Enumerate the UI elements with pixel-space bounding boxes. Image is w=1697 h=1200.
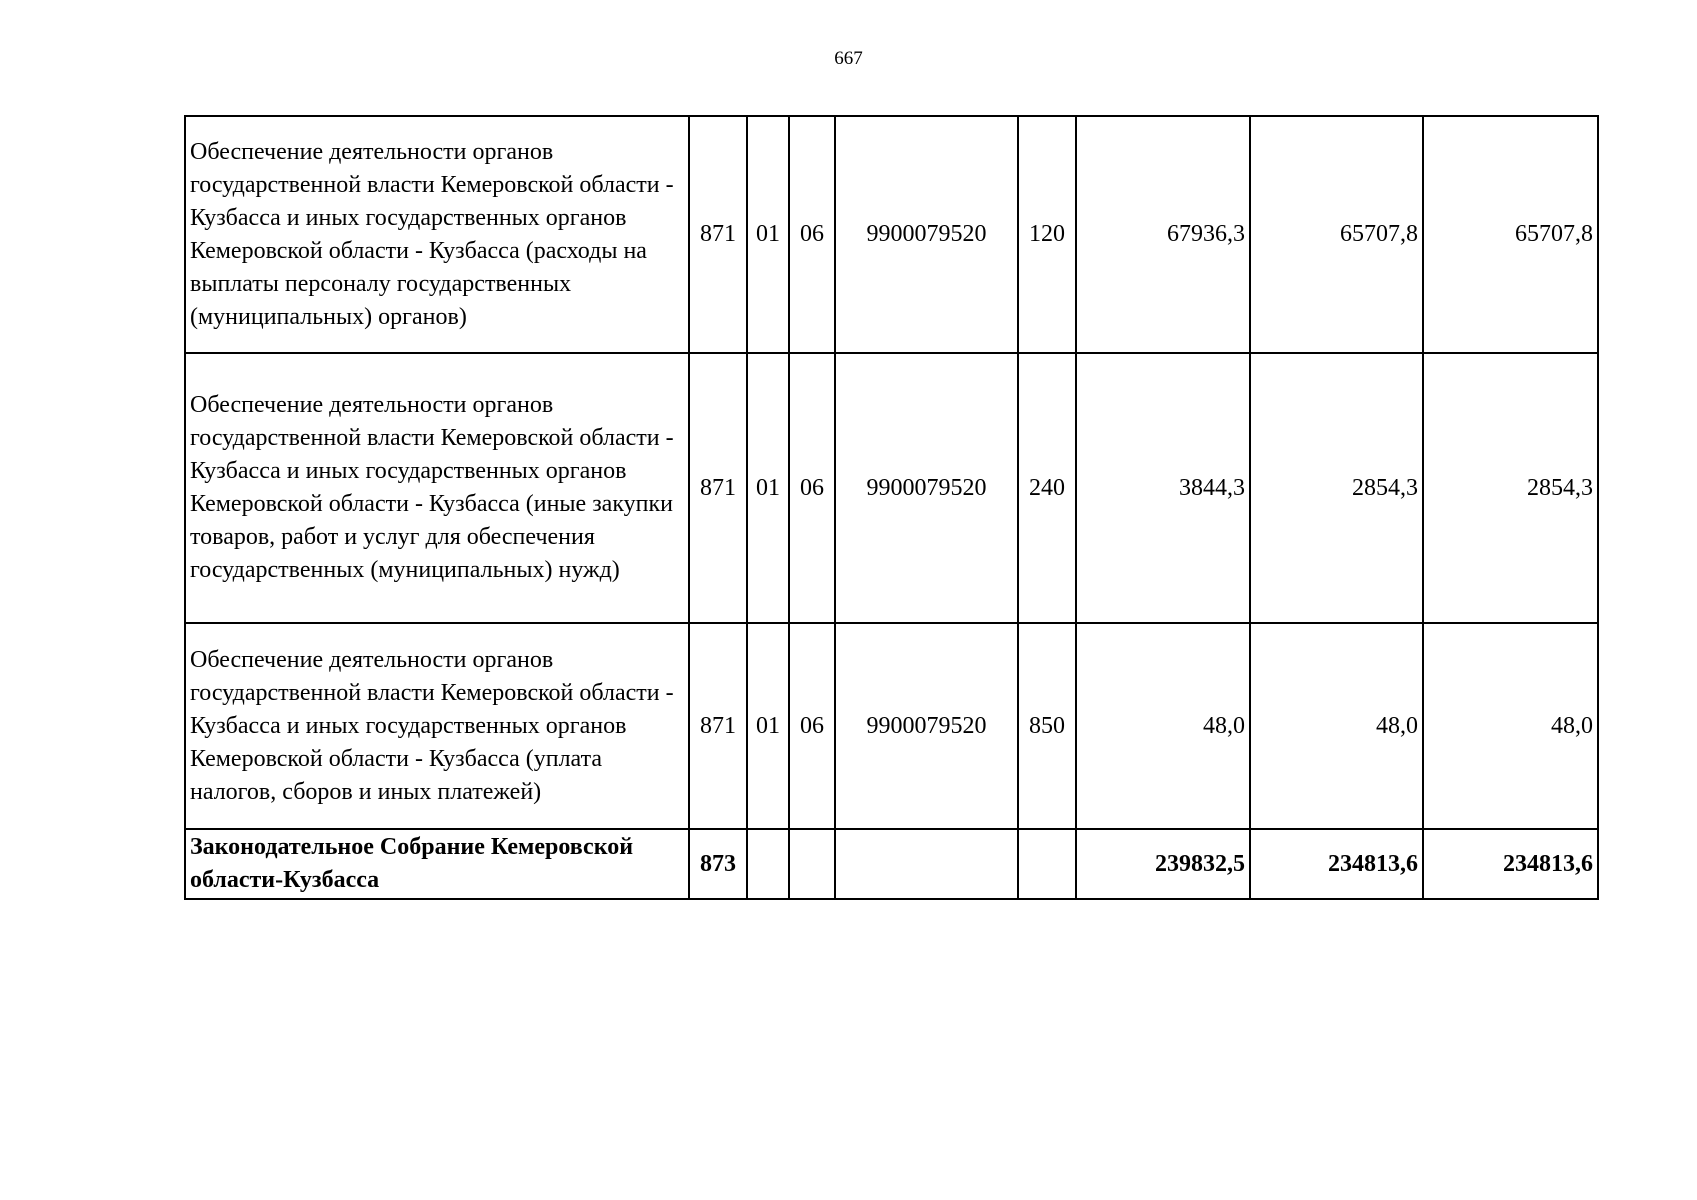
- amount-year-3: 48,0: [1423, 623, 1598, 829]
- target-article-code: 9900079520: [835, 116, 1018, 353]
- expense-type-code: [1018, 829, 1076, 899]
- section-code: 01: [747, 623, 789, 829]
- amount-year-2: 234813,6: [1250, 829, 1423, 899]
- amount-year-2: 65707,8: [1250, 116, 1423, 353]
- ministry-code: 871: [689, 623, 747, 829]
- amount-year-3: 2854,3: [1423, 353, 1598, 623]
- row-description: Обеспечение деятельности органов государственной власти Кемеровской области - Кузбасса и иных государственных органов Кемеровской области - Кузбасса (уплата налогов, сборов и иных платежей): [185, 623, 689, 829]
- section-code: 01: [747, 116, 789, 353]
- amount-year-1: 48,0: [1076, 623, 1250, 829]
- target-article-code: 9900079520: [835, 623, 1018, 829]
- subsection-code: 06: [789, 116, 835, 353]
- section-code: [747, 829, 789, 899]
- target-article-code: 9900079520: [835, 353, 1018, 623]
- ministry-code: 871: [689, 116, 747, 353]
- table-row-total: [185, 829, 1598, 899]
- target-article-code: [835, 829, 1018, 899]
- amount-year-1: 3844,3: [1076, 353, 1250, 623]
- section-code: 01: [747, 353, 789, 623]
- amount-year-2: 2854,3: [1250, 353, 1423, 623]
- subsection-code: [789, 829, 835, 899]
- amount-year-3: 65707,8: [1423, 116, 1598, 353]
- table-row: [185, 116, 1598, 353]
- subsection-code: 06: [789, 353, 835, 623]
- expense-type-code: 850: [1018, 623, 1076, 829]
- ministry-code: 871: [689, 353, 747, 623]
- row-description: Обеспечение деятельности органов государственной власти Кемеровской области - Кузбасса и иных государственных органов Кемеровской области - Кузбасса (иные закупки товаров, работ и услуг для обеспечения государственных (муниципальных) нужд): [185, 353, 689, 623]
- amount-year-1: 239832,5: [1076, 829, 1250, 899]
- row-description: Законодательное Собрание Кемеровской области-Кузбасса: [185, 829, 689, 899]
- row-description: Обеспечение деятельности органов государственной власти Кемеровской области - Кузбасса и иных государственных органов Кемеровской области - Кузбасса (расходы на выплаты персоналу государственных (муниципальных) органов): [185, 116, 689, 353]
- table-row: [185, 623, 1598, 829]
- ministry-code: 873: [689, 829, 747, 899]
- amount-year-1: 67936,3: [1076, 116, 1250, 353]
- subsection-code: 06: [789, 623, 835, 829]
- expense-type-code: 120: [1018, 116, 1076, 353]
- amount-year-2: 48,0: [1250, 623, 1423, 829]
- expense-type-code: 240: [1018, 353, 1076, 623]
- amount-year-3: 234813,6: [1423, 829, 1598, 899]
- budget-table: [184, 115, 1599, 900]
- page-number: 667: [834, 48, 863, 69]
- table-row: [185, 353, 1598, 623]
